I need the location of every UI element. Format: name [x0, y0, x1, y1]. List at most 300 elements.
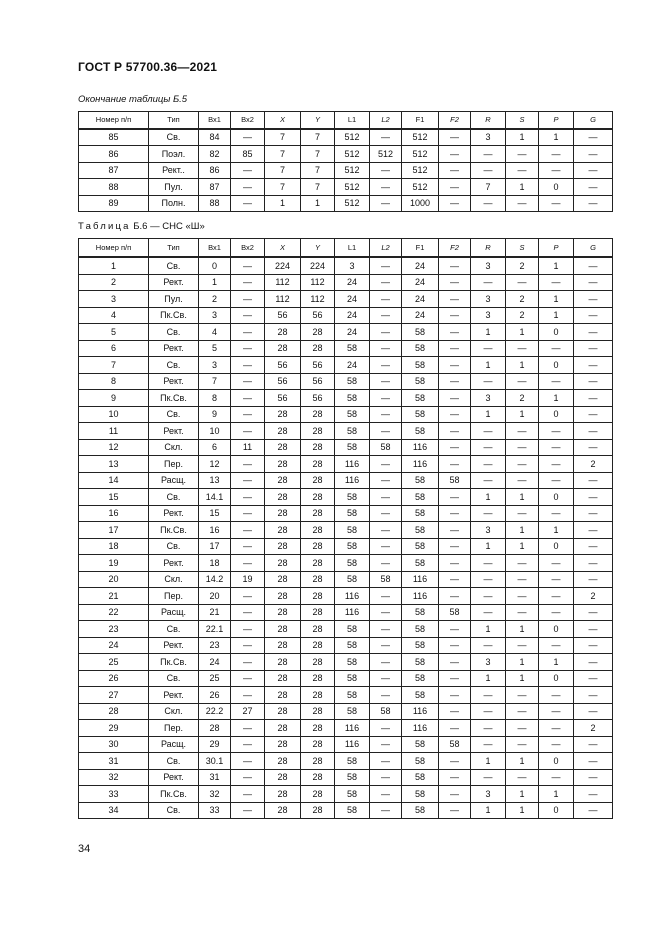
- table-cell: 28: [301, 588, 335, 605]
- table-cell: —: [231, 129, 265, 146]
- table-cell: —: [370, 179, 402, 196]
- table-cell: 7: [265, 146, 301, 163]
- table-cell: 14: [79, 472, 149, 489]
- table-cell: —: [574, 162, 613, 179]
- table-cell: 28: [265, 786, 301, 803]
- table-cell: —: [539, 472, 574, 489]
- table-cell: Св.: [149, 129, 199, 146]
- table-cell: 24: [335, 307, 370, 324]
- table-cell: 28: [265, 670, 301, 687]
- table-cell: —: [231, 505, 265, 522]
- table-cell: 22.1: [199, 621, 231, 638]
- table-cell: —: [439, 621, 471, 638]
- table-cell: 16: [199, 522, 231, 539]
- table-cell: —: [370, 555, 402, 572]
- table-cell: 82: [199, 146, 231, 163]
- table-cell: —: [471, 637, 506, 654]
- column-header: P: [539, 112, 574, 129]
- table-cell: 116: [402, 439, 439, 456]
- table-cell: 58: [335, 423, 370, 440]
- table-cell: 88: [79, 179, 149, 196]
- table-cell: 3: [471, 257, 506, 274]
- table-cell: Полн.: [149, 195, 199, 212]
- table-row: [79, 406, 613, 423]
- table-cell: 1: [506, 753, 539, 770]
- table-cell: 19: [79, 555, 149, 572]
- table-cell: 28: [301, 571, 335, 588]
- table-cell: 2: [574, 588, 613, 605]
- table-cell: —: [370, 340, 402, 357]
- table-cell: 58: [402, 654, 439, 671]
- table-cell: —: [231, 588, 265, 605]
- table-cell: 0: [539, 621, 574, 638]
- table-cell: 512: [335, 195, 370, 212]
- table-cell: —: [471, 146, 506, 163]
- table-row: [79, 786, 613, 803]
- table-cell: —: [539, 505, 574, 522]
- table-cell: —: [471, 769, 506, 786]
- table-cell: 85: [231, 146, 265, 163]
- table-cell: 3: [335, 257, 370, 274]
- table-cell: —: [439, 307, 471, 324]
- table-cell: —: [539, 687, 574, 704]
- column-header: G: [574, 239, 613, 258]
- table-cell: 31: [79, 753, 149, 770]
- table-cell: —: [370, 472, 402, 489]
- table-cell: —: [439, 162, 471, 179]
- table-cell: Пер.: [149, 588, 199, 605]
- table-cell: —: [574, 324, 613, 341]
- table-row: [79, 357, 613, 374]
- table-cell: 28: [265, 423, 301, 440]
- table-cell: —: [506, 456, 539, 473]
- table-cell: Св.: [149, 621, 199, 638]
- table-cell: —: [370, 720, 402, 737]
- table-cell: 28: [265, 720, 301, 737]
- table-cell: 30: [79, 736, 149, 753]
- table-cell: 87: [79, 162, 149, 179]
- table-cell: —: [506, 769, 539, 786]
- table-cell: 15: [79, 489, 149, 506]
- table-cell: 5: [199, 340, 231, 357]
- table-cell: 1: [471, 538, 506, 555]
- table-cell: —: [574, 307, 613, 324]
- table-row: [79, 769, 613, 786]
- table-cell: 28: [265, 604, 301, 621]
- table-cell: 28: [301, 703, 335, 720]
- table-cell: 27: [79, 687, 149, 704]
- table-cell: 1: [506, 179, 539, 196]
- table-cell: —: [539, 274, 574, 291]
- table-row: [79, 390, 613, 407]
- table-cell: 28: [265, 588, 301, 605]
- table-cell: —: [574, 257, 613, 274]
- table-cell: 22: [79, 604, 149, 621]
- table-cell: 25: [199, 670, 231, 687]
- table-b6: [78, 238, 613, 819]
- table-cell: Св.: [149, 670, 199, 687]
- table-cell: 2: [574, 456, 613, 473]
- table-cell: 28: [301, 786, 335, 803]
- table-cell: 112: [301, 291, 335, 308]
- table-cell: 512: [335, 179, 370, 196]
- table-cell: 20: [199, 588, 231, 605]
- table-cell: 58: [335, 406, 370, 423]
- table-cell: Рект..: [149, 162, 199, 179]
- column-header: Вх2: [231, 112, 265, 129]
- table-cell: 28: [79, 703, 149, 720]
- table-cell: 28: [265, 522, 301, 539]
- table-cell: 5: [79, 324, 149, 341]
- table-cell: —: [370, 802, 402, 819]
- table-cell: 24: [402, 307, 439, 324]
- table-cell: —: [471, 505, 506, 522]
- table-cell: Расщ.: [149, 604, 199, 621]
- table-cell: 0: [539, 538, 574, 555]
- table-cell: 24: [335, 357, 370, 374]
- table-cell: —: [439, 423, 471, 440]
- table-cell: 512: [402, 146, 439, 163]
- table-cell: —: [574, 291, 613, 308]
- table-cell: 28: [199, 720, 231, 737]
- table-row: [79, 522, 613, 539]
- table-cell: Поэл.: [149, 146, 199, 163]
- table-cell: —: [506, 274, 539, 291]
- table-cell: 1: [506, 324, 539, 341]
- table-cell: —: [574, 604, 613, 621]
- table-cell: 3: [471, 307, 506, 324]
- table-cell: 24: [335, 291, 370, 308]
- table-cell: 1: [506, 129, 539, 146]
- table-cell: —: [231, 753, 265, 770]
- table-cell: 1: [471, 489, 506, 506]
- column-header: Вх1: [199, 112, 231, 129]
- table-cell: Св.: [149, 257, 199, 274]
- table-cell: —: [539, 555, 574, 572]
- table-cell: 58: [439, 472, 471, 489]
- table-cell: 116: [335, 736, 370, 753]
- table-cell: 28: [301, 637, 335, 654]
- table-cell: 17: [199, 538, 231, 555]
- table-cell: 87: [199, 179, 231, 196]
- table-cell: —: [574, 753, 613, 770]
- table-cell: 28: [301, 802, 335, 819]
- table-cell: —: [231, 195, 265, 212]
- table-cell: —: [471, 472, 506, 489]
- table-cell: —: [231, 291, 265, 308]
- table-cell: —: [231, 162, 265, 179]
- table-cell: 1: [539, 129, 574, 146]
- table-cell: —: [539, 423, 574, 440]
- table-cell: 224: [265, 257, 301, 274]
- column-header: X: [265, 112, 301, 129]
- table-row: [79, 307, 613, 324]
- table-cell: 26: [199, 687, 231, 704]
- table-cell: —: [231, 687, 265, 704]
- table-cell: Пк.Св.: [149, 390, 199, 407]
- table-cell: 7: [199, 373, 231, 390]
- table-cell: —: [370, 423, 402, 440]
- table-cell: 58: [335, 753, 370, 770]
- table-cell: Пк.Св.: [149, 654, 199, 671]
- table-cell: 23: [199, 637, 231, 654]
- table-cell: 1: [506, 522, 539, 539]
- table-cell: Пер.: [149, 456, 199, 473]
- table-cell: Св.: [149, 753, 199, 770]
- column-header: Y: [301, 239, 335, 258]
- table-cell: —: [370, 604, 402, 621]
- table-cell: —: [506, 604, 539, 621]
- table-cell: —: [231, 274, 265, 291]
- table-row: [79, 373, 613, 390]
- table-cell: 56: [265, 307, 301, 324]
- table-cell: Пул.: [149, 179, 199, 196]
- table-cell: 21: [199, 604, 231, 621]
- table-cell: 1: [506, 654, 539, 671]
- table-cell: 58: [402, 786, 439, 803]
- column-header: G: [574, 112, 613, 129]
- table-cell: —: [439, 390, 471, 407]
- table-cell: 116: [335, 456, 370, 473]
- table-cell: 29: [79, 720, 149, 737]
- table-cell: —: [439, 179, 471, 196]
- table-cell: —: [574, 179, 613, 196]
- table-cell: 58: [402, 555, 439, 572]
- table-cell: 28: [301, 769, 335, 786]
- table-cell: 7: [301, 162, 335, 179]
- column-header: Y: [301, 112, 335, 129]
- table-cell: —: [439, 456, 471, 473]
- table-cell: 28: [301, 423, 335, 440]
- table-cell: 28: [265, 439, 301, 456]
- table-cell: 1: [539, 390, 574, 407]
- table-cell: —: [471, 571, 506, 588]
- table-cell: 18: [199, 555, 231, 572]
- table-cell: 4: [79, 307, 149, 324]
- table-cell: Рект.: [149, 555, 199, 572]
- table-cell: —: [506, 423, 539, 440]
- table-cell: —: [471, 604, 506, 621]
- table-cell: —: [231, 720, 265, 737]
- table-cell: 116: [335, 472, 370, 489]
- table-cell: 58: [402, 802, 439, 819]
- table-cell: 116: [402, 588, 439, 605]
- table-cell: —: [370, 390, 402, 407]
- table-cell: 3: [471, 291, 506, 308]
- table-cell: 24: [79, 637, 149, 654]
- table-cell: 58: [402, 769, 439, 786]
- table-cell: 58: [335, 373, 370, 390]
- table-cell: 28: [301, 456, 335, 473]
- table-cell: —: [506, 687, 539, 704]
- table-cell: —: [370, 786, 402, 803]
- table-cell: 28: [301, 340, 335, 357]
- table-cell: Рект.: [149, 769, 199, 786]
- table-cell: 28: [265, 555, 301, 572]
- table-row: [79, 195, 613, 212]
- table-cell: Пк.Св.: [149, 522, 199, 539]
- table-cell: 56: [265, 357, 301, 374]
- column-header: F2: [439, 112, 471, 129]
- table-cell: 58: [335, 786, 370, 803]
- table-cell: —: [574, 340, 613, 357]
- table-cell: Расщ.: [149, 736, 199, 753]
- table-cell: —: [439, 670, 471, 687]
- table-row: [79, 257, 613, 274]
- table-cell: —: [539, 736, 574, 753]
- table-cell: 58: [335, 439, 370, 456]
- table-cell: 28: [265, 456, 301, 473]
- table-cell: —: [471, 340, 506, 357]
- table-row: [79, 637, 613, 654]
- table-cell: 58: [335, 555, 370, 572]
- table-cell: —: [231, 489, 265, 506]
- table-cell: Рект.: [149, 687, 199, 704]
- table-cell: 34: [79, 802, 149, 819]
- table-cell: —: [439, 257, 471, 274]
- table-cell: 1: [471, 621, 506, 638]
- table-cell: 1: [471, 324, 506, 341]
- table-cell: Рект.: [149, 373, 199, 390]
- table-cell: 11: [231, 439, 265, 456]
- table-cell: 7: [301, 129, 335, 146]
- table-cell: 512: [335, 146, 370, 163]
- table-cell: 12: [199, 456, 231, 473]
- page-number: 34: [78, 843, 91, 855]
- table-cell: 28: [265, 571, 301, 588]
- table-cell: —: [506, 720, 539, 737]
- table-cell: 512: [402, 179, 439, 196]
- table-b6-caption-title: Б.6 — СНС «Ш»: [130, 221, 205, 232]
- table-cell: —: [471, 588, 506, 605]
- table-cell: —: [439, 373, 471, 390]
- table-cell: 58: [402, 423, 439, 440]
- table-cell: 56: [301, 390, 335, 407]
- table-cell: 56: [265, 373, 301, 390]
- table-cell: 58: [402, 390, 439, 407]
- table-cell: —: [231, 654, 265, 671]
- table-cell: —: [231, 390, 265, 407]
- table-cell: Св.: [149, 802, 199, 819]
- table-cell: —: [439, 588, 471, 605]
- table-cell: —: [574, 571, 613, 588]
- table-row: [79, 472, 613, 489]
- table-cell: —: [574, 802, 613, 819]
- table-cell: —: [471, 439, 506, 456]
- column-header: F2: [439, 239, 471, 258]
- table-cell: 2: [506, 390, 539, 407]
- table-row: [79, 439, 613, 456]
- table-cell: —: [439, 324, 471, 341]
- table-cell: —: [439, 489, 471, 506]
- table-row: [79, 670, 613, 687]
- table-cell: 58: [402, 670, 439, 687]
- table-row: [79, 703, 613, 720]
- table-cell: 11: [79, 423, 149, 440]
- table-row: [79, 571, 613, 588]
- table-cell: —: [439, 340, 471, 357]
- table-cell: Рект.: [149, 637, 199, 654]
- table-cell: —: [574, 439, 613, 456]
- table-cell: Св.: [149, 538, 199, 555]
- table-cell: 1: [471, 357, 506, 374]
- table-cell: 58: [335, 390, 370, 407]
- table-cell: —: [539, 604, 574, 621]
- table-row: [79, 736, 613, 753]
- table-cell: 116: [402, 571, 439, 588]
- table-row: [79, 753, 613, 770]
- table-cell: 9: [199, 406, 231, 423]
- table-cell: 3: [199, 357, 231, 374]
- table-cell: 58: [439, 604, 471, 621]
- table-cell: 58: [402, 373, 439, 390]
- table-cell: —: [506, 571, 539, 588]
- table-cell: 58: [335, 571, 370, 588]
- table-cell: —: [231, 179, 265, 196]
- table-cell: —: [471, 555, 506, 572]
- table-cell: —: [439, 146, 471, 163]
- table-cell: 58: [402, 621, 439, 638]
- table-cell: 13: [79, 456, 149, 473]
- table-row: [79, 505, 613, 522]
- table-cell: —: [574, 769, 613, 786]
- table-cell: 7: [265, 129, 301, 146]
- table-cell: —: [231, 307, 265, 324]
- table-cell: 2: [79, 274, 149, 291]
- table-cell: 3: [471, 390, 506, 407]
- table-cell: —: [539, 340, 574, 357]
- table-cell: —: [471, 274, 506, 291]
- table-cell: —: [370, 670, 402, 687]
- table-cell: Св.: [149, 406, 199, 423]
- table-cell: 58: [402, 604, 439, 621]
- table-cell: —: [370, 687, 402, 704]
- table-cell: 0: [199, 257, 231, 274]
- table-cell: —: [439, 654, 471, 671]
- table-cell: —: [439, 129, 471, 146]
- column-header: S: [506, 239, 539, 258]
- table-cell: 58: [402, 324, 439, 341]
- table-cell: —: [439, 406, 471, 423]
- table-cell: 1: [506, 406, 539, 423]
- table-cell: 56: [301, 373, 335, 390]
- table-cell: 13: [199, 472, 231, 489]
- table-cell: —: [370, 324, 402, 341]
- table-cell: —: [231, 621, 265, 638]
- table-cell: 28: [301, 621, 335, 638]
- table-cell: —: [370, 357, 402, 374]
- table-cell: 29: [199, 736, 231, 753]
- table-row: [79, 340, 613, 357]
- table-row: [79, 423, 613, 440]
- column-header: L1: [335, 112, 370, 129]
- table-cell: —: [231, 373, 265, 390]
- table-cell: —: [439, 538, 471, 555]
- table-cell: 24: [199, 654, 231, 671]
- table-cell: 28: [265, 687, 301, 704]
- table-cell: 58: [402, 637, 439, 654]
- table-cell: —: [439, 439, 471, 456]
- table-cell: —: [370, 637, 402, 654]
- table-row: [79, 291, 613, 308]
- table-cell: —: [439, 687, 471, 704]
- table-cell: 1: [199, 274, 231, 291]
- table-cell: 1: [471, 802, 506, 819]
- table-cell: 28: [265, 802, 301, 819]
- table-cell: 3: [471, 522, 506, 539]
- table-row: [79, 538, 613, 555]
- table-cell: 28: [301, 753, 335, 770]
